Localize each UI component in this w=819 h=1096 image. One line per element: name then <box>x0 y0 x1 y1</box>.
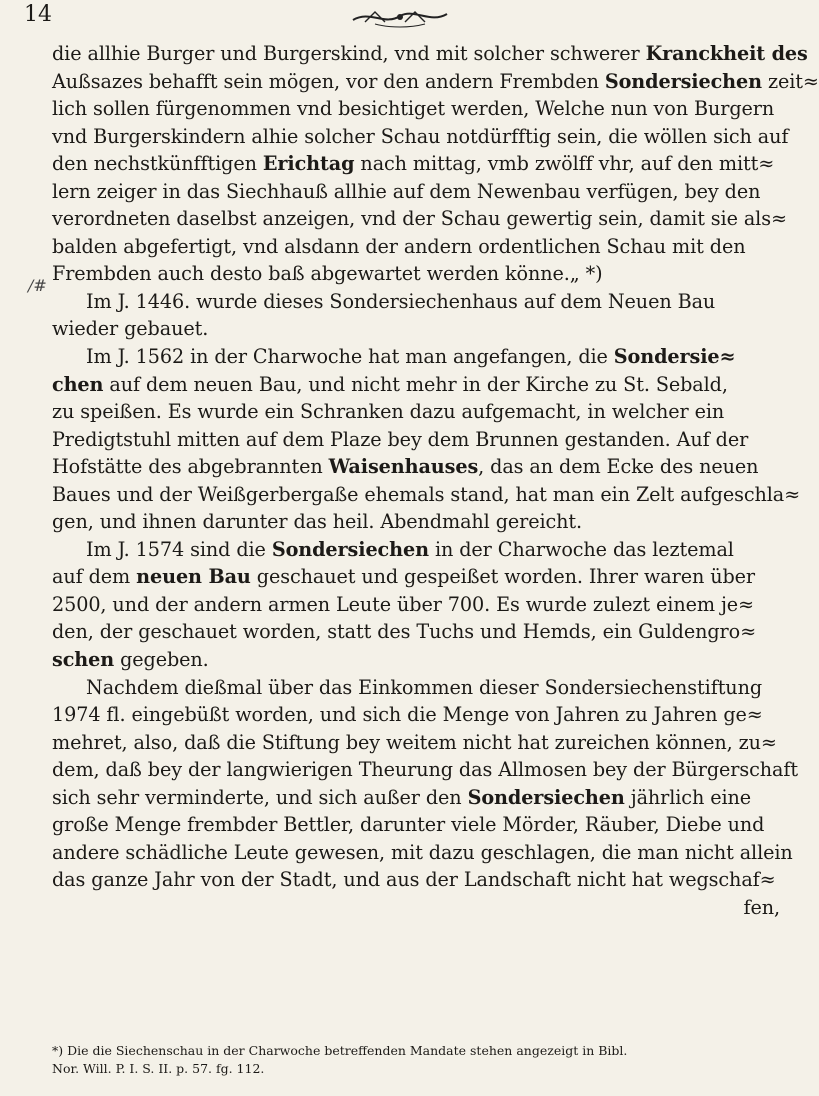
emphasized-term: Sondersie≈ <box>613 345 736 369</box>
text-run: Außsazes behafft sein mögen, vor den andern Frembden <box>52 69 605 93</box>
text-line <box>52 536 780 564</box>
text-line <box>52 481 801 509</box>
text-line <box>52 398 780 426</box>
text-run: zu speißen. Es wurde ein Schranken dazu aufgemacht, in welcher ein <box>52 400 725 424</box>
text-line <box>52 591 780 619</box>
text-run: das ganze Jahr von der Stadt, und aus der Landschaft nicht hat wegschaf≈ <box>52 868 776 892</box>
emphasized-term: neuen Bau <box>136 565 251 589</box>
body-text <box>52 40 819 922</box>
text-line <box>52 701 780 729</box>
margin-mark: /# <box>28 276 47 295</box>
text-line <box>52 233 780 261</box>
text-run: jährlich eine <box>624 785 752 809</box>
text-line <box>52 315 780 343</box>
text-run: nach mittag, vmb zwölff vhr, auf den mitt≈ <box>354 152 775 176</box>
text-run: balden abgefertigt, vnd alsdann der andern ordentlichen Schau mit den <box>52 234 746 258</box>
text-run: Im J. 1562 in der Charwoche hat man angefangen, die <box>86 345 614 369</box>
text-line <box>52 784 780 812</box>
text-line <box>52 371 780 399</box>
text-run: gen, und ihnen darunter das heil. Abendmahl gereicht. <box>52 510 583 534</box>
emphasized-term: chen <box>52 372 104 396</box>
text-run: verordneten daselbst anzeigen, vnd der Schau gewertig sein, damit sie als≈ <box>52 207 787 231</box>
text-run: zeit≈ <box>761 69 819 93</box>
decorative-ornament-icon <box>345 6 455 28</box>
text-run: Im J. 1446. wurde dieses Sondersiechenhaus auf dem Neuen Bau <box>86 289 716 313</box>
text-run: 1974 fl. eingebüßt worden, und sich die Menge von Jahren zu Jahren ge≈ <box>52 703 763 727</box>
text-run: auf dem neuen Bau, und nicht mehr in der Kirche zu St. Sebald, <box>103 372 728 396</box>
text-run: mehret, also, daß die Stiftung bey weitem nicht hat zureichen können, zu≈ <box>52 730 777 754</box>
text-run: 2500, und der andern armen Leute über 700. Es wurde zulezt einem je≈ <box>52 592 755 616</box>
footnote-line: Nor. Will. P. I. S. II. p. 57. fg. 112. <box>52 1061 265 1076</box>
text-line <box>52 618 780 646</box>
emphasized-term: Waisenhauses <box>328 455 479 479</box>
emphasized-term: Sondersiechen <box>604 69 762 93</box>
text-line <box>52 894 780 922</box>
text-line <box>52 205 787 233</box>
emphasized-term: schen <box>52 648 115 672</box>
text-run: die allhie Burger und Burgerskind, vnd mit solcher schwerer <box>52 42 646 65</box>
text-run: sich sehr verminderte, und sich außer den <box>52 785 468 809</box>
text-line <box>52 343 780 371</box>
text-line <box>52 839 793 867</box>
text-line <box>52 756 798 784</box>
text-line <box>52 508 780 536</box>
text-run: den nechstkünfftigen <box>52 152 263 176</box>
text-line <box>52 150 780 178</box>
text-line <box>52 288 780 316</box>
text-line <box>52 646 780 674</box>
text-run: in das Siechhauß allhie auf dem Newenbau verfügen, bey den <box>156 179 761 203</box>
emphasized-term: Erichtag <box>262 152 355 176</box>
text-run: vnd Burgerskindern alhie solcher Schau notdürfftig sein, die wöllen sich auf <box>52 124 789 148</box>
text-run: Frembden auch desto baß abgewartet werden könne.„ *) <box>52 262 603 286</box>
text-run: große Menge frembder Bettler, darunter viele Mörder, Räuber, Diebe und <box>52 813 765 837</box>
text-line <box>52 40 808 68</box>
emphasized-term: Sondersiechen <box>467 785 625 809</box>
emphasized-term: Kranckheit des <box>645 42 808 65</box>
text-run: lich sollen fürgenommen vnd besichtiget werden, Welche nun von Burgern <box>52 97 775 121</box>
text-run: Im J. 1574 sind die <box>86 537 272 561</box>
text-run: dem, daß bey der langwierigen Theurung das Allmosen bey der Bürgerschaft <box>52 758 798 782</box>
text-line <box>52 866 780 894</box>
text-line <box>52 453 780 481</box>
text-run: , das an dem Ecke des neuen <box>478 455 759 479</box>
text-run: lern zeiger <box>52 179 157 203</box>
text-run: gegeben. <box>114 648 209 672</box>
text-run: fen, <box>743 895 780 919</box>
text-line <box>52 68 819 96</box>
emphasized-term: Sondersiechen <box>271 537 429 561</box>
text-line <box>52 811 780 839</box>
text-run: geschauet und gespeißet worden. Ihrer waren über <box>250 565 755 589</box>
text-line <box>52 674 780 702</box>
text-run: in der Charwoche das leztemal <box>428 537 734 561</box>
text-run: Predigtstuhl mitten auf dem Plaze bey dem Brunnen gestanden. Auf der <box>52 427 749 451</box>
text-run: andere schädliche Leute gewesen, mit dazu geschlagen, die man nicht allein <box>52 840 793 864</box>
text-run: wieder gebauet. <box>52 317 209 341</box>
text-line <box>52 178 780 206</box>
text-run: den, der geschauet worden, statt des Tuchs und Hemds, ein Guldengro≈ <box>52 620 757 644</box>
text-run: auf dem <box>52 565 137 589</box>
text-run: Hofstätte des abgebrannten <box>52 455 329 479</box>
page-number: 14 <box>24 2 52 27</box>
text-line <box>52 563 780 591</box>
footnote <box>52 1042 780 1078</box>
text-line <box>52 260 780 288</box>
footnote-line: *) Die die Siechenschau in der Charwoche betreffenden Mandate stehen angezeigt in Bibl. <box>52 1043 628 1058</box>
text-run: Baues und der Weißgerbergaße ehemals stand, hat man ein Zelt aufgeschla≈ <box>52 482 801 506</box>
text-run: Nachdem dießmal über das Einkommen dieser Sondersiechenstiftung <box>86 675 763 699</box>
text-line <box>52 426 780 454</box>
text-line <box>52 95 780 123</box>
text-line <box>52 729 780 757</box>
text-line <box>52 123 789 151</box>
